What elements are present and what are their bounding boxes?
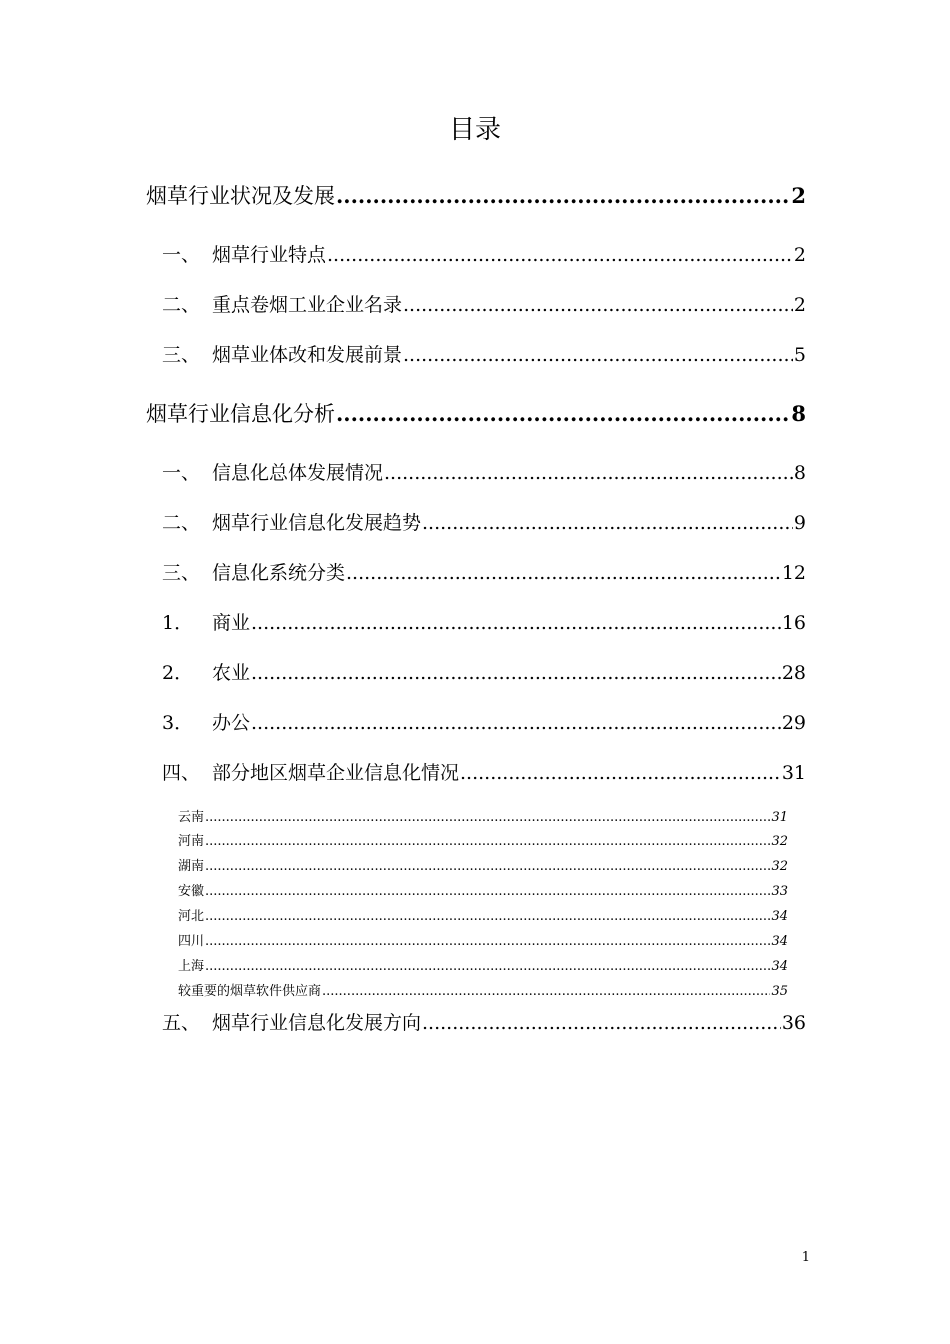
toc-entry-page: 36	[781, 1012, 806, 1034]
toc-entry[interactable]	[162, 758, 806, 786]
toc-entry-number: 2．	[162, 662, 194, 684]
toc-entry-label: 上海	[178, 959, 205, 974]
toc-entry[interactable]	[162, 658, 806, 686]
toc-leader-dots	[403, 344, 793, 366]
toc-entry[interactable]	[178, 980, 788, 1000]
toc-entry-label: 烟草行业特点	[212, 244, 327, 266]
toc-entry-page: 5	[793, 344, 806, 366]
toc-entry-label: 河北	[178, 909, 205, 924]
toc-entry[interactable]	[178, 830, 788, 850]
toc-entry[interactable]	[162, 508, 806, 536]
toc-leader-dots	[205, 909, 770, 924]
toc-entry-page: 9	[793, 512, 806, 534]
toc-entry-label: 烟草行业信息化分析	[146, 402, 335, 426]
toc-leader-dots	[205, 810, 770, 825]
toc-entry-page: 8	[791, 401, 806, 426]
toc-entry-number: 三、	[162, 344, 201, 366]
toc-title: 目录	[448, 115, 501, 145]
toc-leader-dots	[205, 934, 770, 949]
toc-entry[interactable]	[146, 180, 806, 210]
toc-entry-label: 河南	[178, 834, 205, 849]
toc-entry-label: 信息化总体发展情况	[212, 462, 384, 484]
toc-entry-label: 烟草行业状况及发展	[146, 184, 335, 208]
toc-entry-label: 商业	[212, 612, 251, 634]
toc-leader-dots	[346, 562, 781, 584]
toc-entry-label: 烟草行业信息化发展方向	[212, 1012, 422, 1034]
toc-entry-label: 农业	[212, 662, 251, 684]
toc-leader-dots	[336, 183, 790, 208]
toc-leader-dots	[251, 712, 781, 734]
toc-entry-label: 部分地区烟草企业信息化情况	[212, 762, 460, 784]
toc-entry-page: 34	[771, 934, 788, 949]
toc-entry-number: 三、	[162, 562, 201, 584]
toc-entry[interactable]	[162, 240, 806, 268]
toc-entry-page: 2	[791, 183, 806, 208]
toc-entry[interactable]	[162, 558, 806, 586]
toc-entry[interactable]	[162, 290, 806, 318]
toc-leader-dots	[336, 401, 790, 426]
toc-entry-page: 31	[771, 810, 788, 825]
toc-entry[interactable]	[146, 398, 806, 428]
toc-leader-dots	[205, 884, 770, 899]
toc-entry-page: 33	[771, 884, 788, 899]
toc-entry-label: 较重要的烟草软件供应商	[178, 984, 322, 999]
toc-entry-number: 一、	[162, 244, 201, 266]
toc-entry[interactable]	[178, 855, 788, 875]
toc-entry-label: 湖南	[178, 859, 205, 874]
toc-leader-dots	[251, 612, 781, 634]
toc-entry[interactable]	[178, 905, 788, 925]
toc-entry-page: 2	[793, 294, 806, 316]
toc-entry-page: 35	[771, 984, 788, 999]
toc-leader-dots	[422, 512, 793, 534]
toc-entry-label: 信息化系统分类	[212, 562, 346, 584]
toc-entry-number: 四、	[162, 762, 201, 784]
toc-entry[interactable]	[162, 708, 806, 736]
toc-entry-page: 2	[793, 244, 806, 266]
toc-entry-label: 四川	[178, 934, 205, 949]
toc-entry-number: 二、	[162, 294, 201, 316]
toc-leader-dots	[460, 762, 781, 784]
toc-entry-label: 安徽	[178, 884, 205, 899]
toc-entry[interactable]	[178, 806, 788, 826]
toc-entry[interactable]	[162, 340, 806, 368]
toc-leader-dots	[327, 244, 793, 266]
toc-entry-page: 34	[771, 909, 788, 924]
toc-entry-page: 31	[781, 762, 806, 784]
toc-entry-page: 8	[793, 462, 806, 484]
toc-entry-label: 烟草业体改和发展前景	[212, 344, 403, 366]
toc-entry[interactable]	[162, 608, 806, 636]
toc-entry-label: 重点卷烟工业企业名录	[212, 294, 403, 316]
toc-entry-page: 32	[771, 859, 788, 874]
toc-leader-dots	[205, 834, 770, 849]
toc-leader-dots	[422, 1012, 781, 1034]
toc-leader-dots	[205, 959, 770, 974]
toc-entry-label: 烟草行业信息化发展趋势	[212, 512, 422, 534]
toc-leader-dots	[251, 662, 781, 684]
toc-entry-page: 34	[771, 959, 788, 974]
page-number: 1	[801, 1250, 810, 1265]
toc-leader-dots	[322, 984, 770, 999]
toc-entry[interactable]	[162, 458, 806, 486]
toc-entry-page: 28	[781, 662, 806, 684]
toc-entry-label: 云南	[178, 810, 205, 825]
toc-entry-page: 32	[771, 834, 788, 849]
toc-leader-dots	[205, 859, 770, 874]
toc-entry-page: 29	[781, 712, 806, 734]
toc-entry-number: 1．	[162, 612, 194, 634]
toc-entry-page: 16	[781, 612, 806, 634]
toc-entry-number: 一、	[162, 462, 201, 484]
toc-entry-number: 五、	[162, 1012, 201, 1034]
toc-entry[interactable]	[178, 930, 788, 950]
toc-entry-label: 办公	[212, 712, 251, 734]
toc-entry-page: 12	[781, 562, 806, 584]
toc-leader-dots	[384, 462, 793, 484]
toc-entry-number: 3．	[162, 712, 194, 734]
toc-leader-dots	[403, 294, 793, 316]
toc-entry[interactable]	[178, 880, 788, 900]
toc-entry[interactable]	[162, 1008, 806, 1036]
toc-entry-number: 二、	[162, 512, 201, 534]
toc-entry[interactable]	[178, 955, 788, 975]
